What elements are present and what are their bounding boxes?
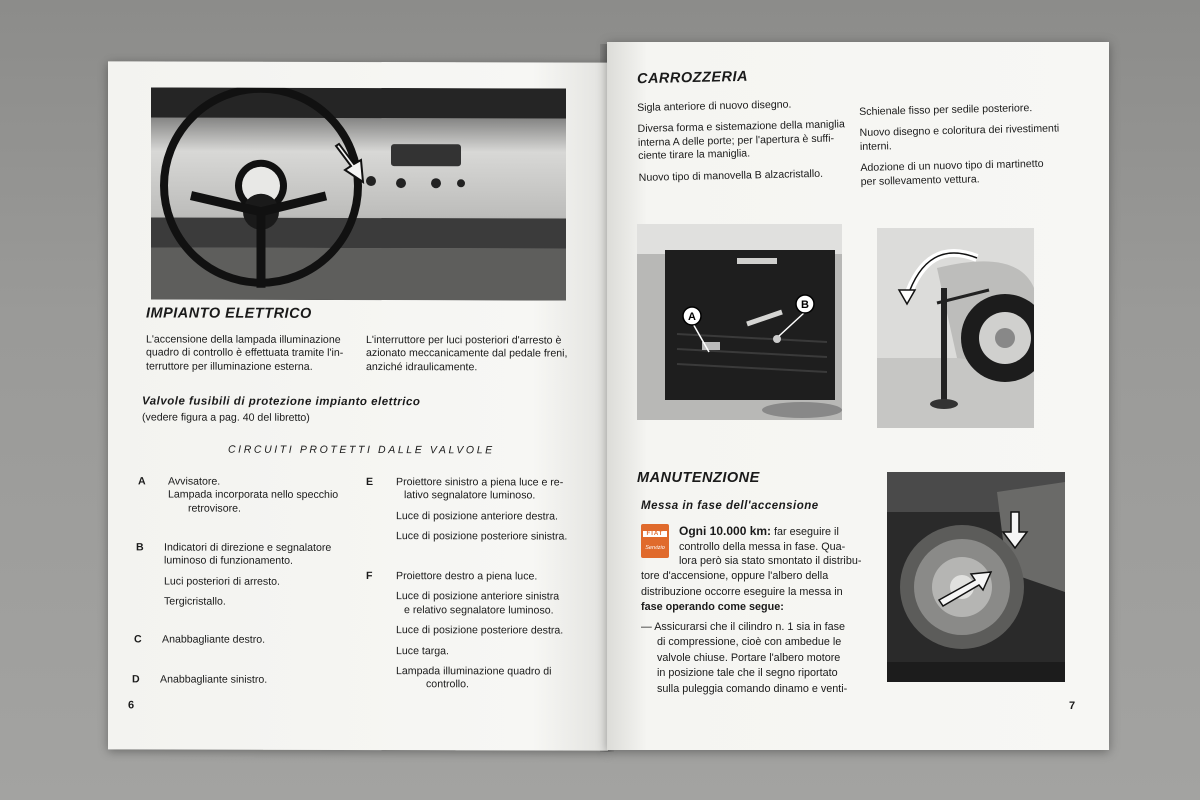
text-line: per sollevamento vettura.: [860, 172, 980, 188]
text-line: e relativo segnalatore luminoso.: [404, 603, 554, 617]
circuit-letter: C: [134, 633, 142, 646]
text-line: di compressione, cioè con ambedue le: [657, 636, 842, 649]
impianto-col2: [366, 334, 586, 375]
circuiti-heading: CIRCUITI PROTETTI DALLE VALVOLE: [228, 443, 495, 457]
text-line: Sigla anteriore di nuovo disegno.: [637, 98, 792, 114]
valvole-subtitle: (vedere figura a pag. 40 del libretto): [142, 411, 310, 424]
logo-brand: FIAT: [643, 531, 667, 537]
text-line: — Assicurarsi che il cilindro n. 1 sia in fase: [641, 621, 846, 633]
text-line: Luce targa.: [396, 644, 450, 657]
text-line: Lampada illuminazione quadro di: [396, 665, 552, 678]
text-line: Schienale fisso per sedile posteriore.: [859, 102, 1033, 118]
text-line: Lampada incorporata nello specchio: [168, 488, 339, 502]
valvole-heading: Valvole fusibili di protezione impianto elettrico: [142, 395, 421, 409]
text-line: Diversa forma e sistemazione della maniglia: [637, 118, 845, 136]
text-line: lativo segnalatore luminoso.: [404, 489, 536, 502]
text-line: Luci posteriori di arresto.: [164, 575, 280, 588]
impianto-col1: [146, 333, 356, 374]
text-line: azionato meccanicamente dal pedale freni,: [366, 347, 568, 360]
text-line: valvole chiuse. Portare l'albero motore: [657, 651, 841, 664]
text-line: quadro di controllo è effettuata tramite l'in-: [146, 346, 344, 360]
text-line: Avvisatore.: [168, 475, 221, 488]
text-line: L'interruttore per luci posteriori d'arresto è: [366, 334, 562, 347]
door-label-b: B: [801, 299, 809, 311]
circuit-b: [136, 541, 366, 609]
impianto-elettrico-heading: IMPIANTO ELETTRICO: [146, 305, 312, 322]
bold-phrase: Ogni 10.000 km:: [679, 524, 772, 538]
text-line: lora però sia stato smontato il distribu-: [679, 555, 862, 567]
engine-pulley-photo: [887, 472, 1065, 682]
text-line: Adozione di un nuovo tipo di martinetto: [860, 158, 1044, 175]
text-line: Luce di posizione posteriore sinistra.: [396, 530, 568, 543]
text-line: Luce di posizione anteriore sinistra: [396, 590, 560, 603]
text-line: Nuovo tipo di manovella B alzacristallo.: [638, 167, 824, 184]
text-line: Luce di posizione posteriore destra.: [396, 624, 564, 637]
text-line: Anabbagliante destro.: [162, 633, 266, 646]
text-line: L'accensione della lampada illuminazione: [146, 333, 341, 346]
circuit-letter: B: [136, 541, 144, 554]
circuit-letter: A: [138, 475, 146, 488]
text-line: Proiettore destro a piena luce.: [396, 570, 538, 583]
circuit-a: [138, 475, 358, 516]
text-line: controllo.: [426, 678, 469, 691]
messa-in-fase-heading: Messa in fase dell'accensione: [641, 500, 819, 512]
manutenzione-body: [679, 524, 869, 556]
circuit-d: [132, 673, 362, 687]
text-line: controllo della messa in fase. Qua-: [679, 541, 846, 554]
right-page: [607, 42, 1109, 750]
text-run: far eseguire il: [771, 526, 839, 538]
text-line: tore d'accensione, oppure l'albero della: [641, 570, 829, 583]
text-line: fase operando come segue:: [641, 601, 784, 614]
text-line: in posizione tale che il segno riportato: [657, 667, 838, 680]
text-line: Nuovo disegno e coloritura dei rivestimenti: [859, 122, 1060, 140]
circuit-letter: E: [366, 476, 374, 489]
page-number-left: 6: [128, 699, 135, 712]
text-line: retrovisore.: [188, 502, 241, 515]
text-line: interni.: [859, 140, 892, 153]
carrozzeria-col2: [859, 101, 1076, 189]
circuit-c: [134, 633, 364, 647]
text-line: Proiettore sinistro a piena luce e re-: [396, 476, 564, 489]
text-line: distribuzione occorre eseguire la messa in: [641, 585, 843, 598]
page-number-right: 7: [1069, 700, 1076, 712]
logo-caption: Servizio: [645, 545, 665, 551]
text-line: terruttore per illuminazione esterna.: [146, 360, 313, 373]
text-line: ciente tirare la maniglia.: [638, 147, 751, 163]
circuit-e: [366, 476, 576, 544]
manutenzione-heading: MANUTENZIONE: [637, 470, 760, 486]
text-line: Luce di posizione anteriore destra.: [396, 509, 558, 523]
text-line: Indicatori di direzione e segnalatore: [164, 541, 332, 554]
text-line: Anabbagliante sinistro.: [160, 673, 268, 686]
text-line: [679, 524, 869, 540]
procedure-steps: [641, 620, 871, 697]
door-label-a: A: [688, 311, 696, 323]
text-line: anziché idraulicamente.: [366, 360, 478, 374]
dashboard-photo: [151, 87, 566, 300]
text-line: luminoso di funzionamento.: [164, 554, 293, 568]
text-line: Tergicristallo.: [164, 595, 226, 608]
jack-photo: [877, 228, 1034, 428]
circuit-letter: F: [366, 570, 373, 583]
carrozzeria-heading: CARROZZERIA: [636, 68, 749, 88]
circuit-f: [366, 570, 576, 692]
door-panel-photo: [637, 224, 842, 420]
left-page: [108, 61, 608, 750]
text-line: interna A delle porte; per l'apertura è suffi-: [637, 132, 835, 149]
text-line: sulla puleggia comando dinamo e venti-: [657, 682, 848, 695]
manutenzione-body-cont: [641, 554, 871, 616]
fiat-service-logo: [641, 524, 669, 558]
circuit-letter: D: [132, 673, 140, 686]
carrozzeria-col1: [637, 97, 859, 185]
